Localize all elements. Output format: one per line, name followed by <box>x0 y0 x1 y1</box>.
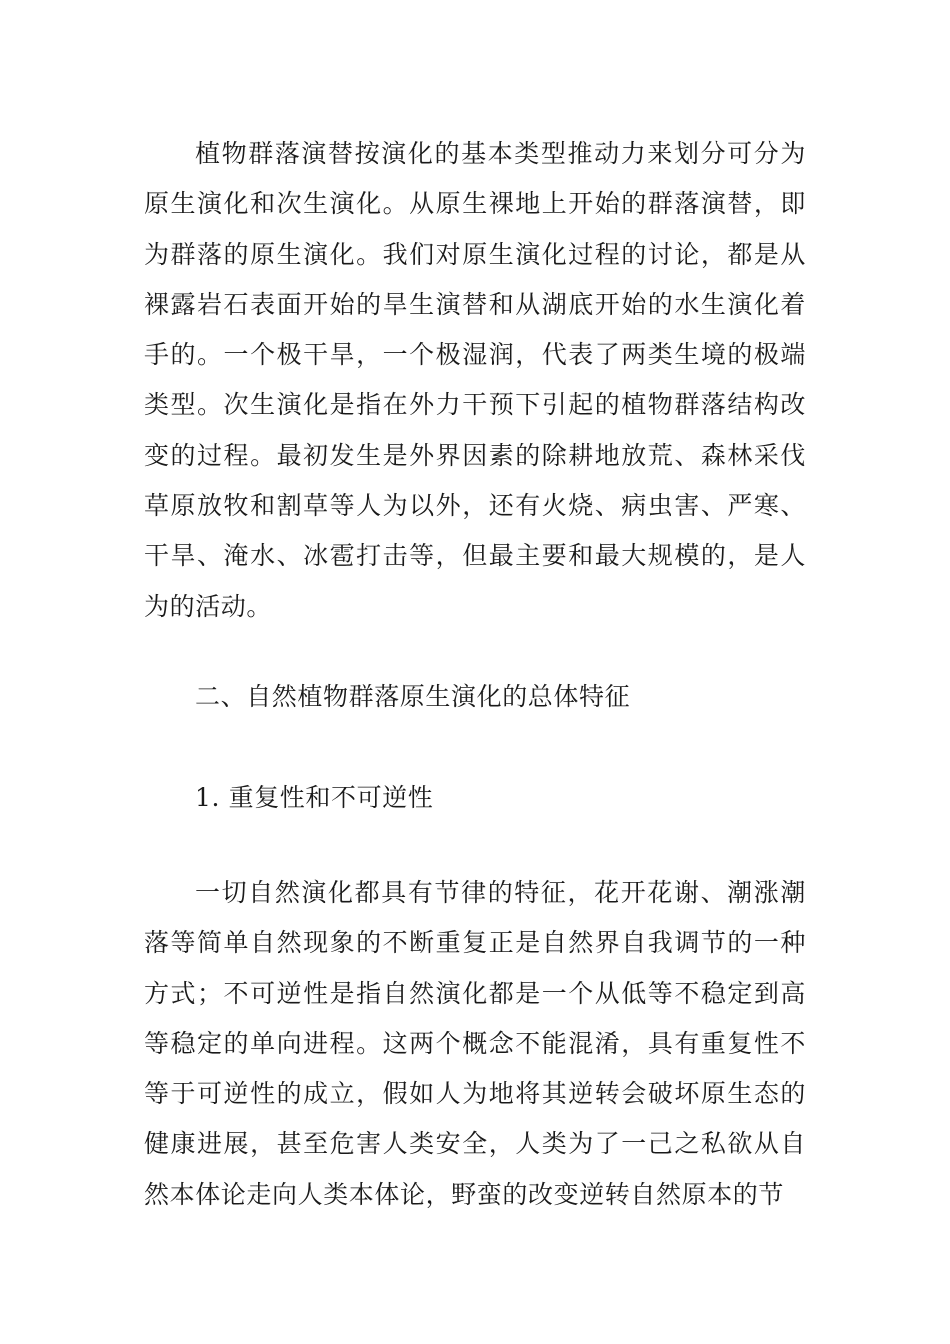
intro-paragraph: 植物群落演替按演化的基本类型推动力来划分可分为原生演化和次生演化。从原生裸地上开始的群落演替，即为群落的原生演化。我们对原生演化过程的讨论，都是从裸露岩石表面开始的旱生演替和从湖底开始的水生演化着手的。一个极干旱，一个极湿润，代表了两类生境的极端类型。次生演化是指在外力干预下引起的植物群落结构改变的过程。最初发生是外界因素的除耕地放荒、森林采伐草原放牧和割草等人为以外，还有火烧、病虫害、严寒、干旱、淹水、冰雹打击等，但最主要和最大规模的，是人为的活动。 <box>144 139 806 621</box>
body-paragraph: 一切自然演化都具有节律的特征，花开花谢、潮涨潮落等简单自然现象的不断重复正是自然界自我调节的一种方式；不可逆性是指自然演化都是一个从低等不稳定到高等稳定的单向进程。这两个概念不能混淆，具有重复性不等于可逆性的成立，假如人为地将其逆转会破坏原生态的健康进展，甚至危害人类安全，人类为了一己之私欲从自然本体论走向人类本体论，野蛮的改变逆转自然原本的节 <box>144 878 806 1209</box>
subsection-heading: 1. 重复性和不可逆性 <box>195 783 434 812</box>
section-heading: 二、自然植物群落原生演化的总体特征 <box>195 682 631 711</box>
